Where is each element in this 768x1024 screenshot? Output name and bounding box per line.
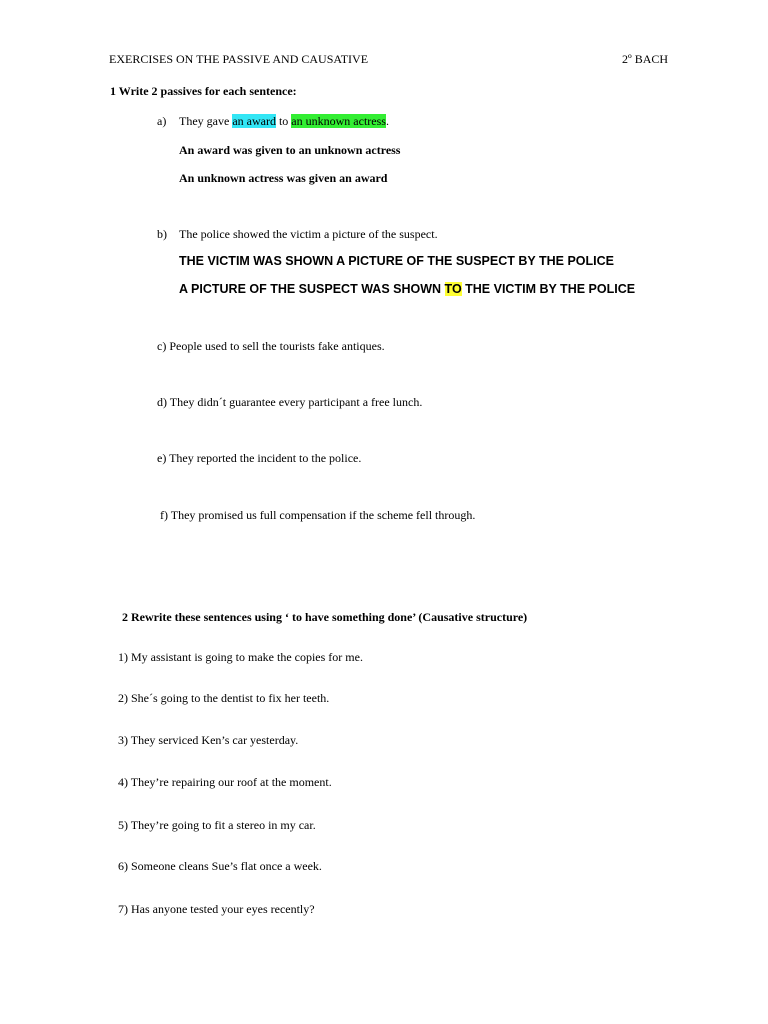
- item-e-sentence: e) They reported the incident to the police.: [157, 451, 362, 465]
- list-item: 3) They serviced Ken’s car yesterday.: [118, 733, 299, 747]
- item-b-letter: b): [157, 227, 167, 241]
- item-b-sentence: The police showed the victim a picture of the suspect.: [179, 227, 438, 241]
- item-a-pre: They gave: [179, 114, 233, 128]
- item-a-end: .: [385, 114, 389, 128]
- highlight-unknown-actress: an unknown actress: [291, 114, 386, 128]
- section2-heading: 2 Rewrite these sentences using ‘ to have something done’ (Causative structure): [122, 610, 528, 624]
- section1-heading: 1 Write 2 passives for each sentence:: [110, 84, 297, 98]
- item-f-sentence: f) They promised us full compensation if the scheme fell through.: [160, 508, 476, 522]
- item-b-answer-2-pre: A PICTURE OF THE SUSPECT WAS SHOWN: [179, 282, 445, 296]
- item-d-sentence: d) They didn´t guarantee every participant a free lunch.: [157, 395, 423, 409]
- item-a-sentence: [179, 114, 389, 128]
- item-b-answer-2: [179, 282, 635, 296]
- item-a-answer-1: An award was given to an unknown actress: [179, 143, 401, 157]
- list-item: 7) Has anyone tested your eyes recently?: [118, 902, 315, 916]
- item-a-mid: to: [275, 114, 292, 128]
- item-a-letter: a): [157, 114, 167, 128]
- course-level: 2º BACH: [622, 52, 669, 66]
- item-b-answer-2-post: THE VICTIM BY THE POLICE: [461, 282, 636, 296]
- list-item: 4) They’re repairing our roof at the moment.: [118, 775, 332, 789]
- item-c-sentence: c) People used to sell the tourists fake antiques.: [157, 339, 385, 353]
- list-item: 6) Someone cleans Sue’s flat once a week.: [118, 859, 322, 873]
- list-item: 5) They’re going to fit a stereo in my car.: [118, 818, 316, 832]
- document-title: EXERCISES ON THE PASSIVE AND CAUSATIVE: [109, 52, 369, 66]
- list-item: 1) My assistant is going to make the copies for me.: [118, 650, 363, 664]
- item-a-answer-2: An unknown actress was given an award: [179, 171, 388, 185]
- highlight-an-award: an award: [232, 114, 276, 128]
- item-b-answer-1: THE VICTIM WAS SHOWN A PICTURE OF THE SUSPECT BY THE POLICE: [179, 254, 614, 268]
- list-item: 2) She´s going to the dentist to fix her teeth.: [118, 691, 330, 705]
- highlight-to: TO: [444, 282, 462, 296]
